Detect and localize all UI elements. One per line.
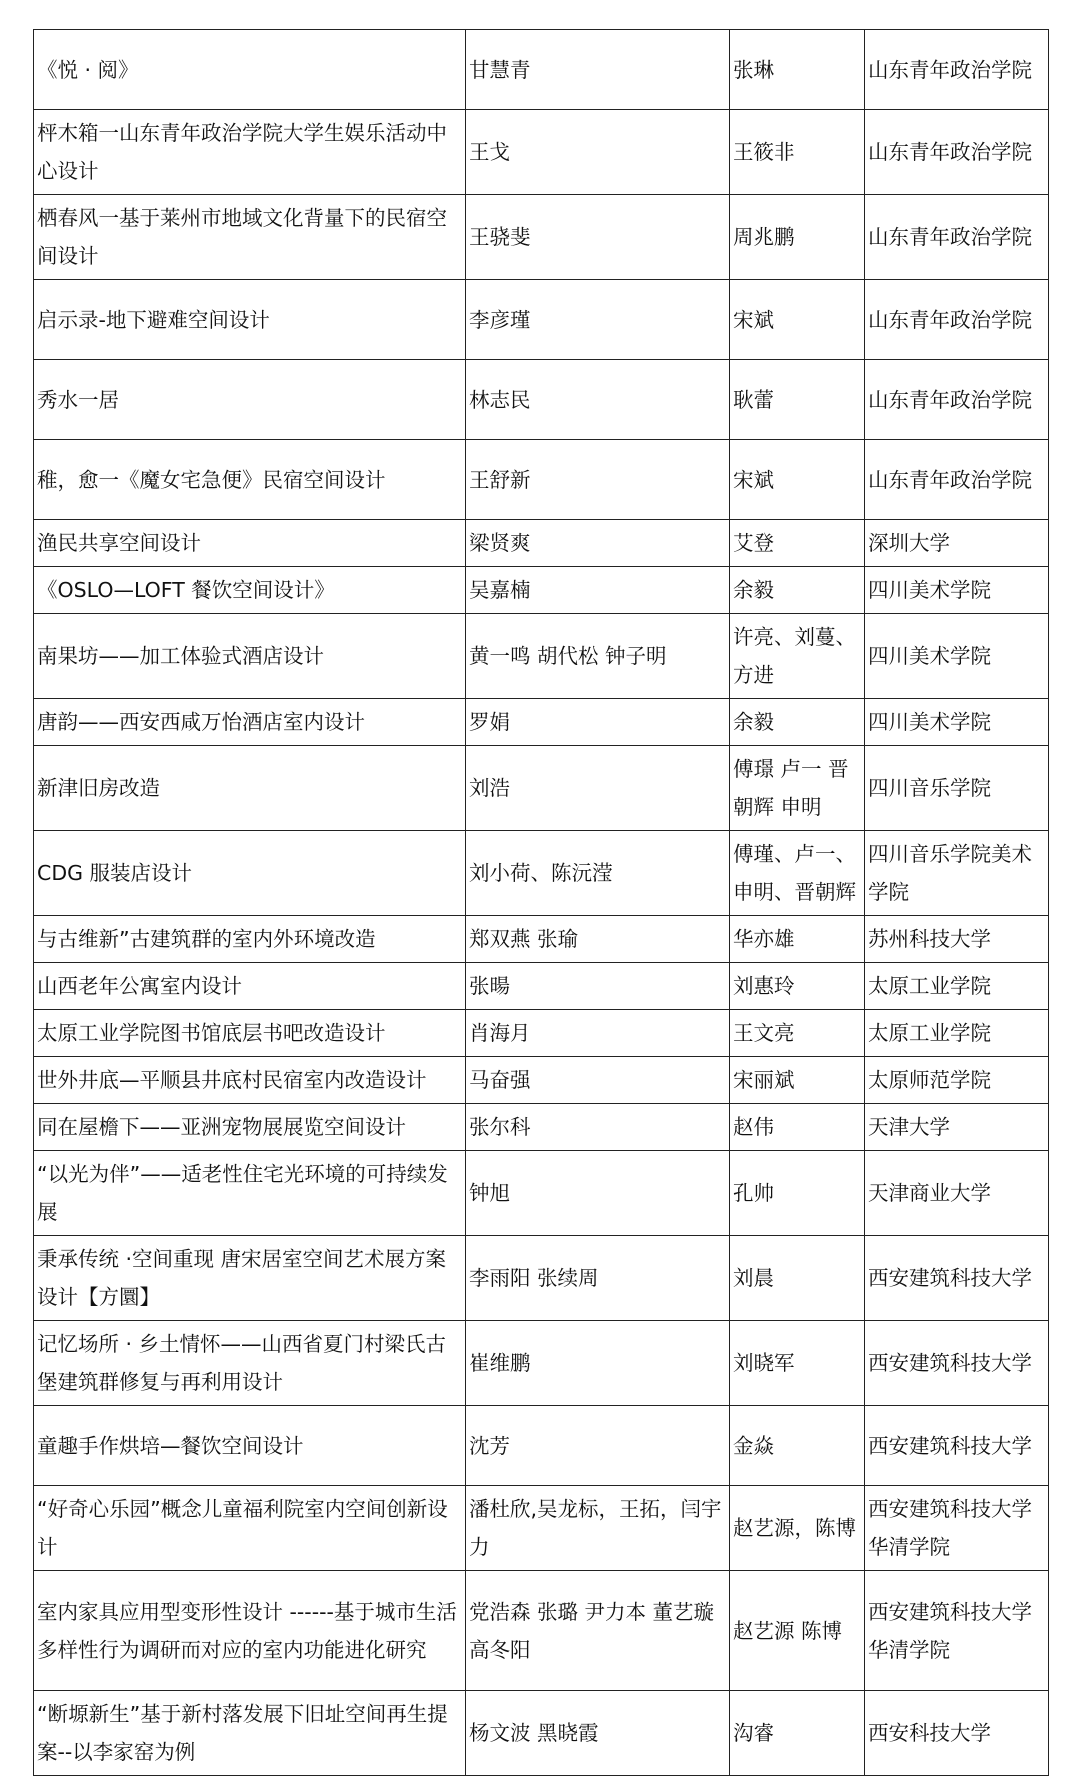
work-title-cell: 南果坊——加工体验式酒店设计 [34,614,466,699]
work-title-cell: 稚，愈一《魔女宅急便》民宿空间设计 [34,440,466,520]
work-title-cell: 秀水一居 [34,360,466,440]
authors-cell: 林志民 [466,360,730,440]
advisor-cell: 赵伟 [730,1104,865,1151]
school-cell: 西安建筑科技大学 [865,1321,1049,1406]
authors-cell: 吴嘉楠 [466,567,730,614]
authors-cell: 沈芳 [466,1406,730,1486]
work-title-cell: 秉承传统 ·空间重现 唐宋居室空间艺术展方案设计【方圜】 [34,1236,466,1321]
work-title-cell: “好奇心乐园”概念儿童福利院室内空间创新设计 [34,1486,466,1571]
table-row [34,1236,1049,1321]
advisor-cell: 许亮、刘蔓、方进 [730,614,865,699]
authors-cell: 刘小荷、陈沅滢 [466,831,730,916]
table-row [34,30,1049,110]
work-title-cell: CDG 服装店设计 [34,831,466,916]
advisor-cell: 赵艺源，陈博 [730,1486,865,1571]
work-title-cell: 世外井底—平顺县井底村民宿室内改造设计 [34,1057,466,1104]
authors-cell: 李彦瑾 [466,280,730,360]
work-title-cell: 栖春风一基于莱州市地域文化背量下的民宿空间设计 [34,195,466,280]
authors-cell: 李雨阳 张续周 [466,1236,730,1321]
work-title-cell: 唐韵——西安西咸万怡酒店室内设计 [34,699,466,746]
authors-cell: 郑双燕 张瑜 [466,916,730,963]
table-row [34,280,1049,360]
school-cell: 天津商业大学 [865,1151,1049,1236]
table-row [34,567,1049,614]
authors-cell: 刘浩 [466,746,730,831]
authors-cell: 王戈 [466,110,730,195]
authors-cell: 钟旭 [466,1151,730,1236]
authors-cell: 潘杜欣,吴龙标，王拓，闫宇力 [466,1486,730,1571]
school-cell: 西安建筑科技大学华清学院 [865,1571,1049,1691]
table-row [34,831,1049,916]
school-cell: 四川美术学院 [865,567,1049,614]
work-title-cell: “断塬新生”基于新村落发展下旧址空间再生提案--以李家窑为例 [34,1691,466,1776]
authors-cell: 罗娟 [466,699,730,746]
advisor-cell: 王筱非 [730,110,865,195]
school-cell: 深圳大学 [865,520,1049,567]
school-cell: 太原工业学院 [865,1010,1049,1057]
school-cell: 四川音乐学院美术学院 [865,831,1049,916]
table-row [34,195,1049,280]
school-cell: 西安建筑科技大学 [865,1406,1049,1486]
authors-cell: 甘慧青 [466,30,730,110]
advisor-cell: 赵艺源 陈博 [730,1571,865,1691]
table-body [34,30,1049,1776]
work-title-cell: 新津旧房改造 [34,746,466,831]
table-row [34,916,1049,963]
table-row [34,1486,1049,1571]
work-title-cell: 同在屋檐下——亚洲宠物展展览空间设计 [34,1104,466,1151]
authors-cell: 张尔科 [466,1104,730,1151]
work-title-cell: 启示录-地下避难空间设计 [34,280,466,360]
school-cell: 山东青年政治学院 [865,195,1049,280]
advisor-cell: 宋斌 [730,280,865,360]
advisor-cell: 张琳 [730,30,865,110]
advisor-cell: 傅璟 卢一 晋朝辉 申明 [730,746,865,831]
table-row [34,110,1049,195]
advisor-cell: 刘惠玲 [730,963,865,1010]
work-title-cell: 渔民共享空间设计 [34,520,466,567]
work-title-cell: 枰木箱一山东青年政治学院大学生娱乐活动中心设计 [34,110,466,195]
table-row [34,1104,1049,1151]
school-cell: 太原工业学院 [865,963,1049,1010]
advisor-cell: 刘晨 [730,1236,865,1321]
authors-cell: 黄一鸣 胡代松 钟子明 [466,614,730,699]
advisor-cell: 宋丽斌 [730,1057,865,1104]
school-cell: 山东青年政治学院 [865,30,1049,110]
school-cell: 四川美术学院 [865,699,1049,746]
school-cell: 西安建筑科技大学 [865,1236,1049,1321]
advisor-cell: 沟睿 [730,1691,865,1776]
school-cell: 四川美术学院 [865,614,1049,699]
work-title-cell: “以光为伴”——适老性住宅光环境的可持续发展 [34,1151,466,1236]
award-table [33,29,1049,1776]
table-row [34,520,1049,567]
authors-cell: 杨文波 黑晓霞 [466,1691,730,1776]
school-cell: 苏州科技大学 [865,916,1049,963]
work-title-cell: 山西老年公寓室内设计 [34,963,466,1010]
authors-cell: 王舒新 [466,440,730,520]
school-cell: 山东青年政治学院 [865,440,1049,520]
authors-cell: 马奋强 [466,1057,730,1104]
work-title-cell: 《OSLO—LOFT 餐饮空间设计》 [34,567,466,614]
work-title-cell: 太原工业学院图书馆底层书吧改造设计 [34,1010,466,1057]
work-title-cell: 记忆场所 · 乡土情怀——山西省夏门村梁氏古堡建筑群修复与再利用设计 [34,1321,466,1406]
advisor-cell: 艾登 [730,520,865,567]
work-title-cell: 《悦 · 阅》 [34,30,466,110]
school-cell: 山东青年政治学院 [865,110,1049,195]
table-row [34,1406,1049,1486]
work-title-cell: 室内家具应用型变形性设计 ------基于城市生活多样性行为调研而对应的室内功能进化研究 [34,1571,466,1691]
table-row [34,1057,1049,1104]
authors-cell: 肖海月 [466,1010,730,1057]
school-cell: 西安科技大学 [865,1691,1049,1776]
advisor-cell: 耿蕾 [730,360,865,440]
work-title-cell: 童趣手作烘培—餐饮空间设计 [34,1406,466,1486]
table-row [34,746,1049,831]
table-row [34,699,1049,746]
advisor-cell: 周兆鹏 [730,195,865,280]
advisor-cell: 刘晓军 [730,1321,865,1406]
advisor-cell: 傅瑾、卢一、申明、晋朝辉 [730,831,865,916]
advisor-cell: 余毅 [730,699,865,746]
school-cell: 山东青年政治学院 [865,280,1049,360]
authors-cell: 崔维鹏 [466,1321,730,1406]
table-row [34,440,1049,520]
authors-cell: 梁贤爽 [466,520,730,567]
school-cell: 西安建筑科技大学华清学院 [865,1486,1049,1571]
school-cell: 四川音乐学院 [865,746,1049,831]
authors-cell: 党浩森 张璐 尹力本 董艺璇 高冬阳 [466,1571,730,1691]
advisor-cell: 孔帅 [730,1151,865,1236]
table-row [34,1010,1049,1057]
table-row [34,963,1049,1010]
table-row [34,360,1049,440]
school-cell: 太原师范学院 [865,1057,1049,1104]
work-title-cell: 与古维新”古建筑群的室内外环境改造 [34,916,466,963]
school-cell: 山东青年政治学院 [865,360,1049,440]
authors-cell: 张暘 [466,963,730,1010]
authors-cell: 王骁斐 [466,195,730,280]
advisor-cell: 华亦雄 [730,916,865,963]
table-row [34,614,1049,699]
advisor-cell: 余毅 [730,567,865,614]
table-row [34,1321,1049,1406]
school-cell: 天津大学 [865,1104,1049,1151]
table-row [34,1151,1049,1236]
advisor-cell: 宋斌 [730,440,865,520]
advisor-cell: 金焱 [730,1406,865,1486]
table-row [34,1571,1049,1691]
advisor-cell: 王文亮 [730,1010,865,1057]
